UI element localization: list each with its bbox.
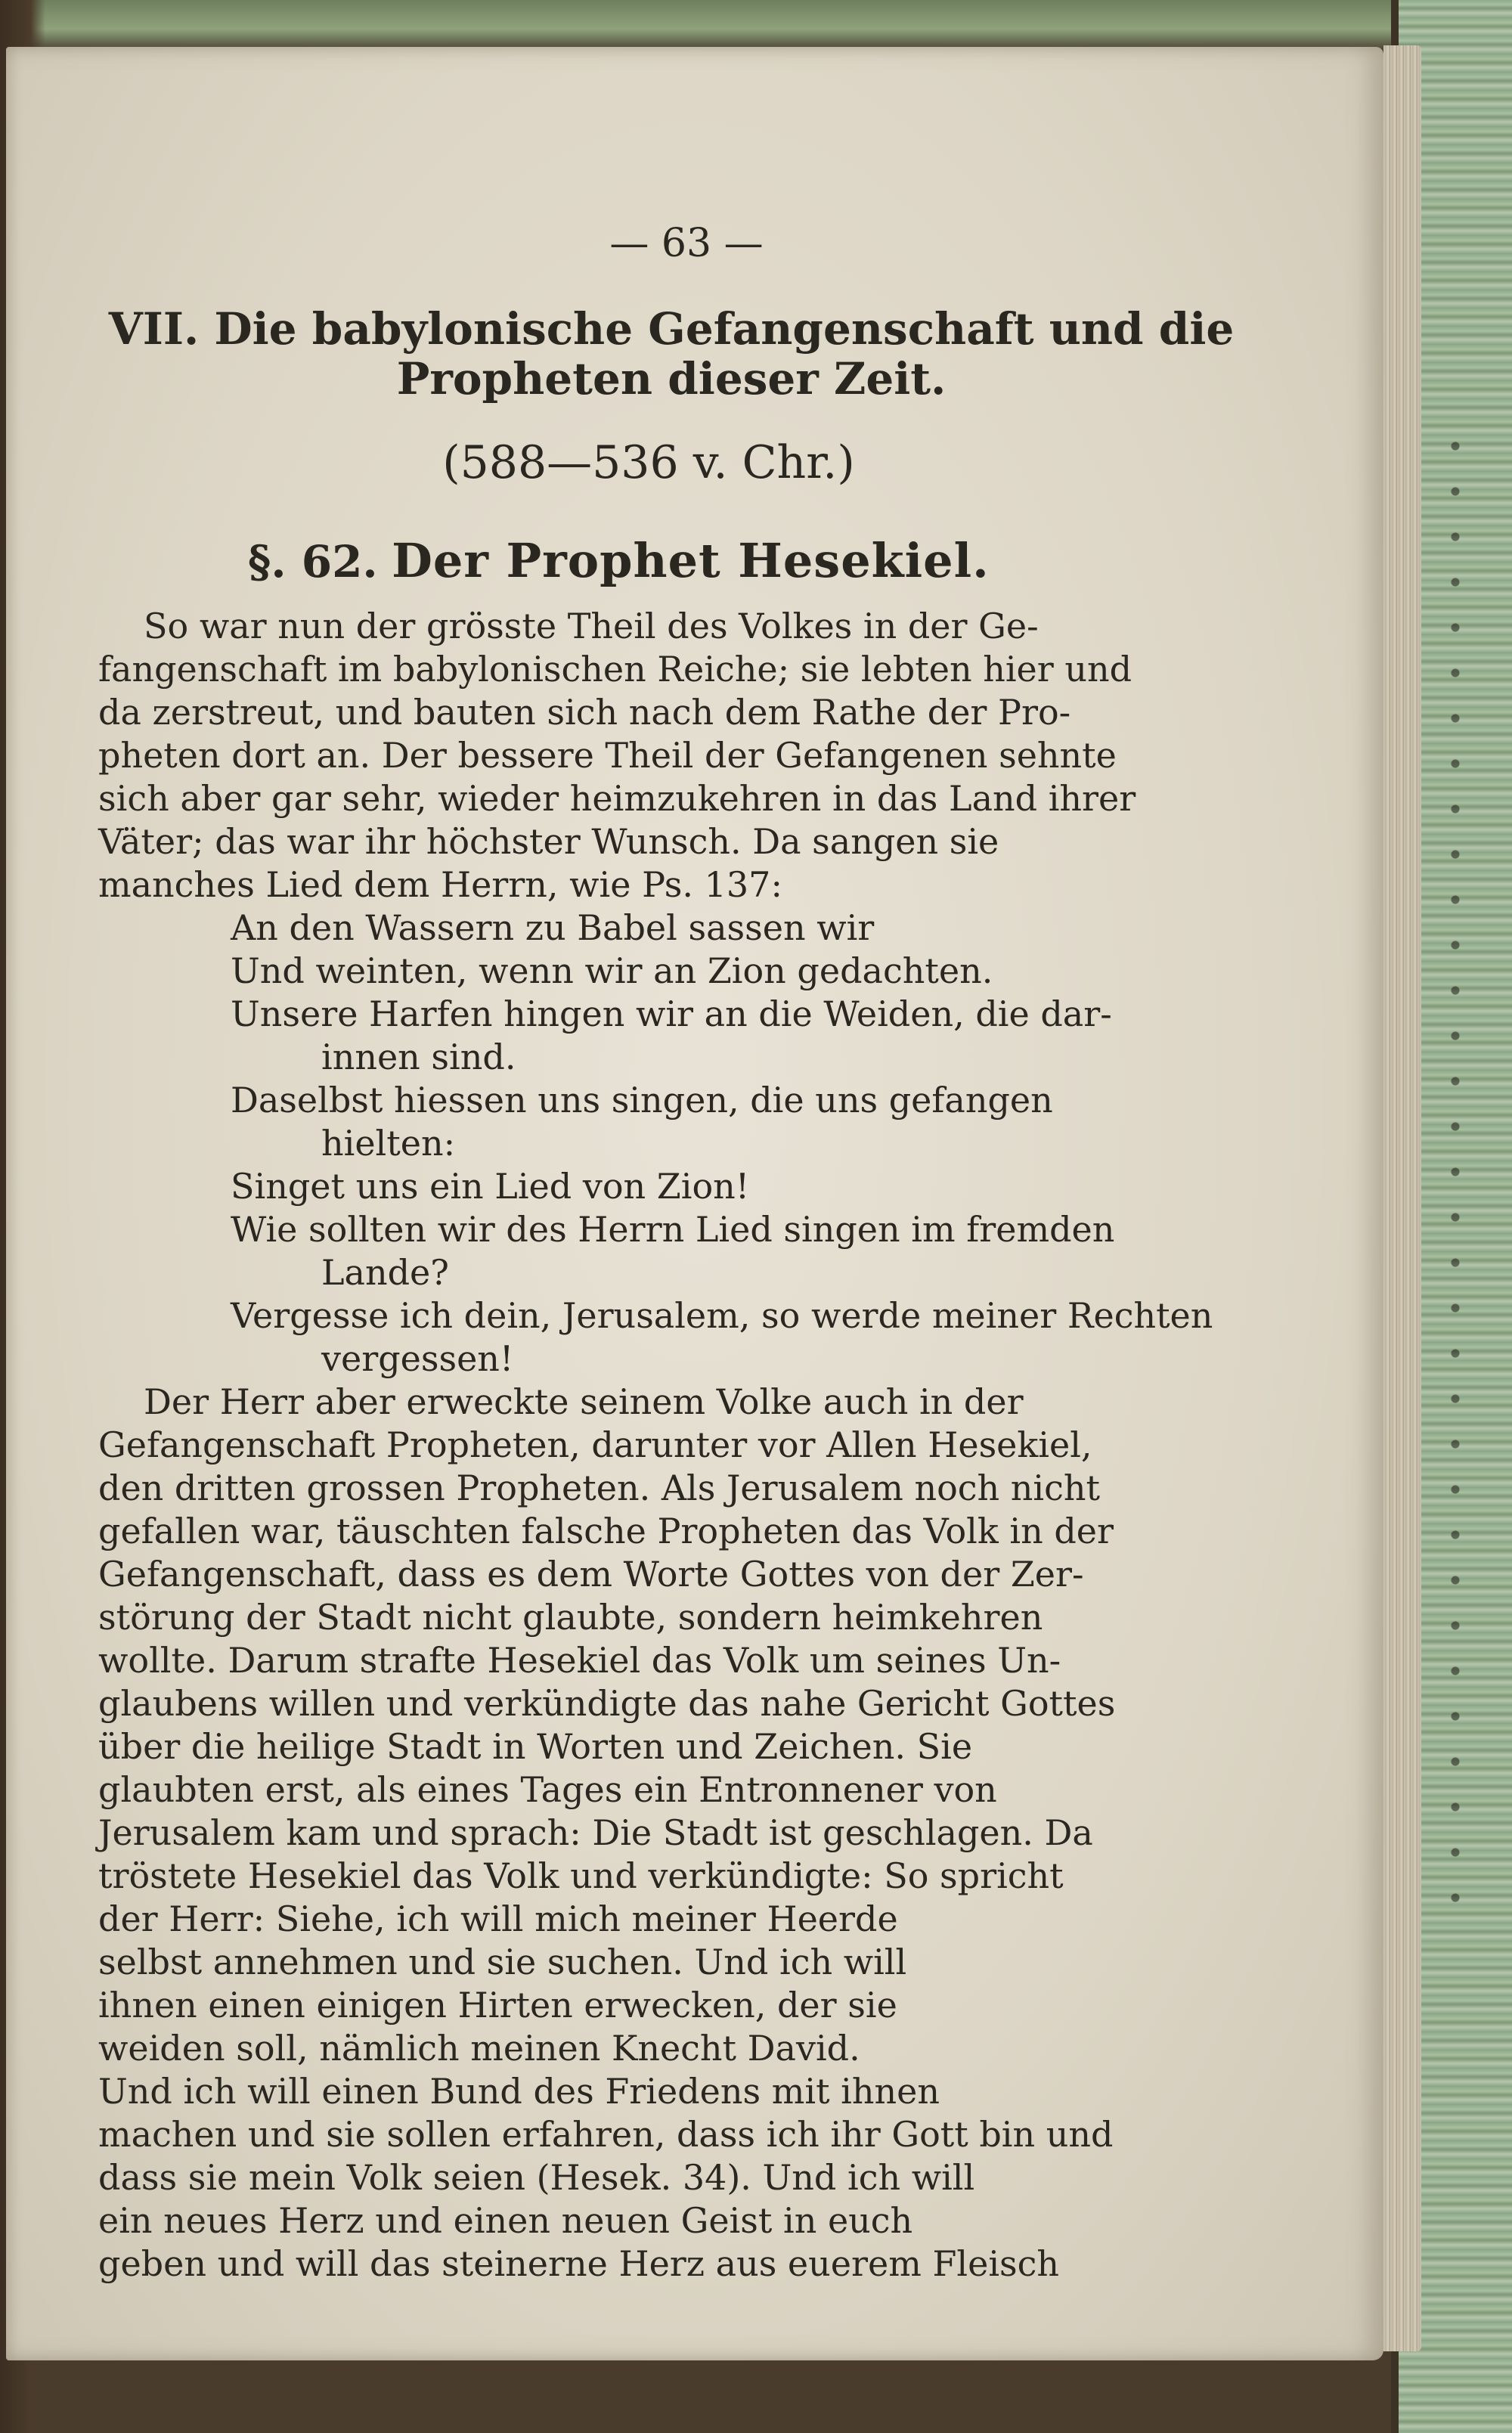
text-line: An den Wassern zu Babel sassen wir [231, 907, 875, 948]
text-line: den dritten grossen Propheten. Als Jerusalem noch nicht [98, 1468, 1101, 1508]
section-title: Der Prophet Hesekiel. [392, 533, 990, 588]
text-line: der Herr: Siehe, ich will mich meiner Heerde [98, 1898, 898, 1939]
text-line: hielten: [321, 1123, 456, 1164]
text-line: tröstete Hesekiel das Volk und verkündigte: So spricht [98, 1855, 1064, 1896]
text-line: pheten dort an. Der bessere Theil der Gefangenen sehnte [98, 735, 1117, 776]
text-line: weiden soll, nämlich meinen Knecht David. [98, 2028, 860, 2069]
text-line: über die heilige Stadt in Worten und Zeichen. Sie [98, 1726, 973, 1767]
text-line: da zerstreut, und bauten sich nach dem Rathe der Pro- [98, 692, 1071, 733]
page-stack-edge [1383, 45, 1421, 2351]
text-line: Unsere Harfen hingen wir an die Weiden, die dar- [231, 993, 1112, 1034]
text-line: fangenschaft im babylonischen Reiche; sie lebten hier und [98, 649, 1132, 690]
section-number: §. 62. [248, 536, 378, 587]
text-line: ein neues Herz und einen neuen Geist in euch [98, 2200, 913, 2241]
book-page [6, 47, 1383, 2360]
chapter-title: VII. Die babylonische Gefangenschaft und die Propheten dieser Zeit. [108, 303, 1235, 404]
section-heading [248, 531, 1117, 592]
text-line: selbst annehmen und sie suchen. Und ich will [98, 1942, 907, 1982]
text-line: gefallen war, täuschten falsche Propheten das Volk in der [98, 1511, 1114, 1551]
text-line: sich aber gar sehr, wieder heimzukehren in das Land ihrer [98, 778, 1136, 819]
text-line: Vergesse ich dein, Jerusalem, so werde meiner Rechten [231, 1295, 1213, 1336]
edge-marbling-dots [1444, 423, 1467, 1936]
text-line: Jerusalem kam und sprach: Die Stadt ist geschlagen. Da [98, 1812, 1093, 1853]
text-line: Gefangenschaft Propheten, darunter vor Allen Hesekiel, [98, 1424, 1092, 1465]
text-line: Und ich will einen Bund des Friedens mit ihnen [98, 2071, 940, 2112]
text-line: dass sie mein Volk seien (Hesek. 34). Und ich will [98, 2157, 975, 2198]
text-line: Väter; das war ihr höchster Wunsch. Da sangen sie [98, 821, 999, 862]
text-line: vergessen! [321, 1338, 514, 1379]
text-line: ihnen einen einigen Hirten erwecken, der sie [98, 1985, 897, 2025]
page-number: — 63 — [609, 221, 764, 266]
text-line: Lande? [321, 1252, 449, 1293]
text-line: glaubten erst, als eines Tages ein Entronnener von [98, 1769, 997, 1810]
text-line: Daselbst hiessen uns singen, die uns gefangen [231, 1080, 1053, 1120]
body-text [98, 605, 1232, 2286]
text-line: innen sind. [321, 1037, 516, 1077]
text-line: machen und sie sollen erfahren, dass ich ihr Gott bin und [98, 2114, 1114, 2155]
text-line: glaubens willen und verkündigte das nahe Gericht Gottes [98, 1683, 1116, 1724]
text-line: Der Herr aber erweckte seinem Volke auch in der [144, 1381, 1024, 1422]
text-line: geben und will das steinerne Herz aus euerem Fleisch [98, 2243, 1060, 2284]
text-line: Wie sollten wir des Herrn Lied singen im fremden [231, 1209, 1115, 1250]
text-line: manches Lied dem Herrn, wie Ps. 137: [98, 864, 782, 905]
date-range: (588—536 v. Chr.) [442, 436, 855, 489]
text-line: Singet uns ein Lied von Zion! [231, 1166, 750, 1207]
text-line: wollte. Darum strafte Hesekiel das Volk um seines Un- [98, 1640, 1061, 1681]
text-line: So war nun der grösste Theil des Volkes in der Ge- [144, 606, 1039, 646]
text-line: Gefangenschaft, dass es dem Worte Gottes von der Zer- [98, 1554, 1084, 1595]
text-line: Und weinten, wenn wir an Zion gedachten. [231, 950, 993, 991]
text-line: störung der Stadt nicht glaubte, sondern heimkehren [98, 1597, 1043, 1638]
